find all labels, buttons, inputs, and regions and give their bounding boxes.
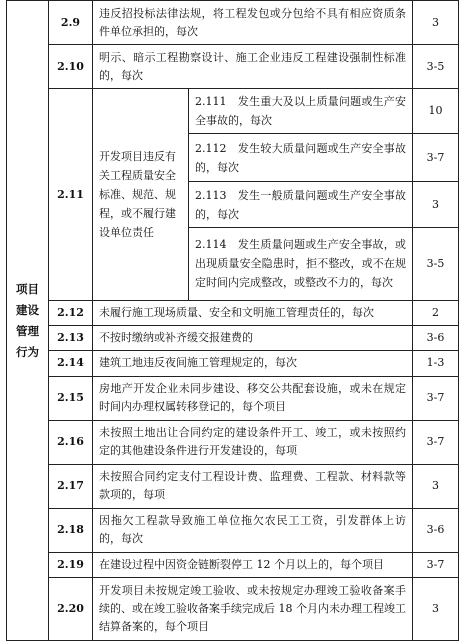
row-score: 3-5 [413,45,459,89]
sub-item-description: 2.114 发生质量问题或生产安全事故，或出现质量安全隐患时，拒不整改，或不在规定时间内完成整改，或整改不力的，每次 [189,227,413,300]
row-number: 2.10 [49,45,93,89]
row-number: 2.17 [49,464,93,508]
row-number: 2.14 [49,351,93,376]
row-number: 2.11 [49,89,93,301]
row-number: 2.18 [49,508,93,552]
table-row [7,552,459,577]
row-number: 2.16 [49,420,93,464]
table-row [7,464,459,508]
sub-item-score: 10 [413,89,459,134]
row-description: 明示、暗示工程勘察设计、施工企业违反工程建设强制性标准的，每次 [93,45,413,89]
group-description: 开发项目违反有关工程质量安全标准、规范、规程，或不履行建设单位责任 [93,89,189,301]
sub-item-score: 3-7 [413,134,459,182]
row-description: 建筑工地违反夜间施工管理规定的，每次 [93,351,413,376]
table-row [7,89,459,134]
row-number: 2.19 [49,552,93,577]
sub-item-description: 2.112 发生较大质量问题或生产安全事故的，每次 [189,134,413,182]
category-cell: 项目建设管理行为 [7,1,49,641]
row-score: 3 [413,577,459,640]
row-description: 在建设过程中因资金链断裂停工 12 个月以上的，每个项目 [93,552,413,577]
sub-item-score: 3 [413,182,459,227]
row-score: 3-7 [413,420,459,464]
row-description: 未履行施工现场质量、安全和文明施工管理责任的，每次 [93,301,413,326]
table-row [7,420,459,464]
table-row [7,577,459,640]
rules-table [6,0,459,641]
row-score: 1-3 [413,351,459,376]
row-description: 开发项目未按规定竣工验收、或未按规定办理竣工验收备案手续的、或在竣工验收备案手续完成后 18 个月内未办理工程竣工结算备案的，每个项目 [93,577,413,640]
row-description: 房地产开发企业未同步建设、移交公共配套设施，或未在规定时间内办理权属转移登记的，每个项目 [93,376,413,420]
table-row [7,45,459,89]
sub-item-description: 2.111 发生重大及以上质量问题或生产安全事故的，每次 [189,89,413,134]
row-score: 3-6 [413,326,459,351]
row-score: 2 [413,301,459,326]
table-row [7,508,459,552]
row-score: 3 [413,464,459,508]
table-row [7,376,459,420]
table-row [7,301,459,326]
row-number: 2.13 [49,326,93,351]
row-description: 未按照合同约定支付工程设计费、监理费、工程款、材料款等款项的，每项 [93,464,413,508]
row-number: 2.9 [49,1,93,45]
row-number: 2.20 [49,577,93,640]
row-number: 2.12 [49,301,93,326]
row-description: 违反招投标法律法规，将工程发包或分包给不具有相应资质条件单位承担的，每次 [93,1,413,45]
table-row [7,326,459,351]
table-row [7,1,459,45]
row-score: 3-6 [413,508,459,552]
row-score: 3 [413,1,459,45]
row-number: 2.15 [49,376,93,420]
row-score: 3-7 [413,552,459,577]
sub-item-score: 3-5 [413,227,459,300]
sub-item-description: 2.113 发生一般质量问题或生产安全事故的，每次 [189,182,413,227]
row-score: 3-7 [413,376,459,420]
row-description: 不按时缴纳或补齐缓交报建费的 [93,326,413,351]
table-row [7,351,459,376]
row-description: 因拖欠工程款导致施工单位拖欠农民工工资，引发群体上访的，每次 [93,508,413,552]
row-description: 未按照土地出让合同约定的建设条件开工、竣工，或未按照约定的其他建设条件进行开发建设的，每项 [93,420,413,464]
